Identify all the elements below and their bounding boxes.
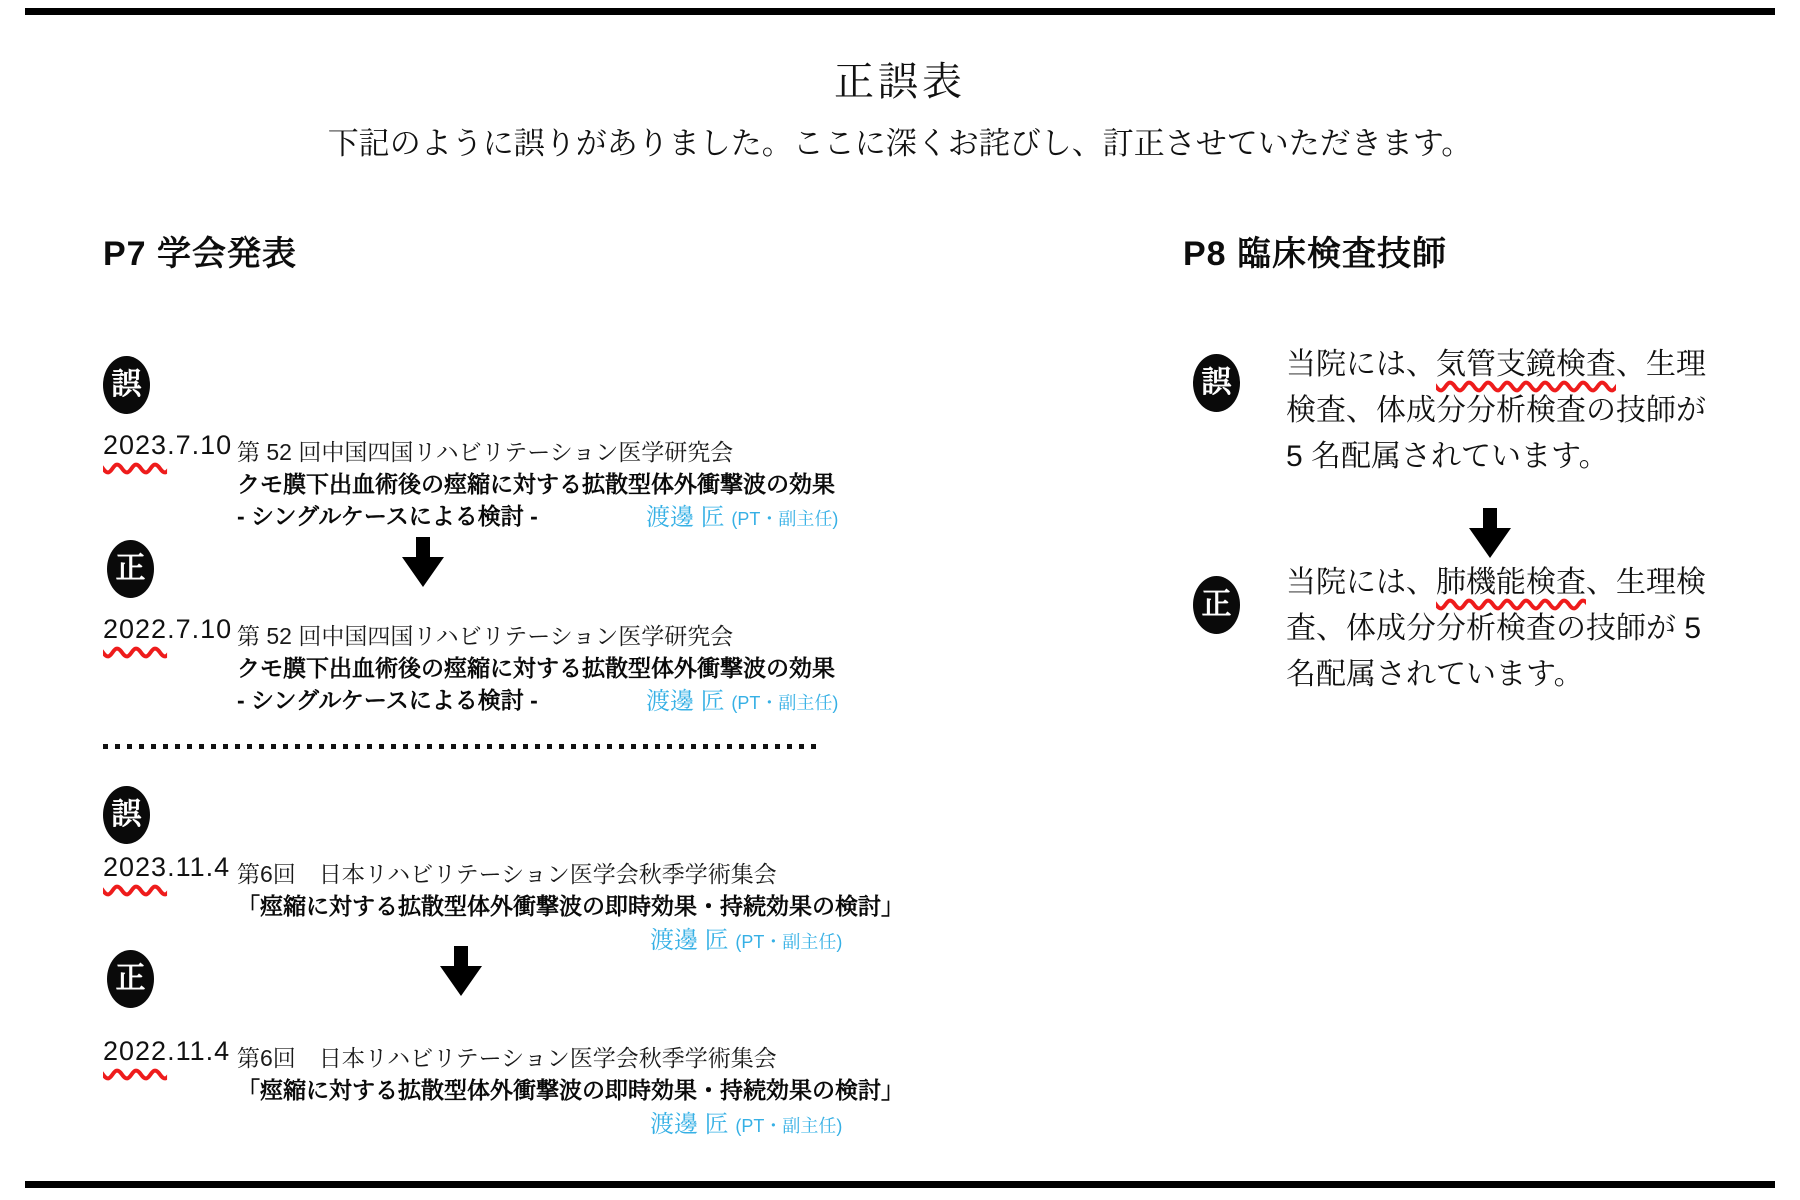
entry-date xyxy=(103,852,230,883)
corrected-term: 気管支鏡検査 xyxy=(1436,348,1616,381)
event-name: 第 52 回中国四国リハビリテーション医学研究会 xyxy=(237,439,734,465)
entry-date xyxy=(103,1036,230,1067)
corrected-term: 肺機能検査 xyxy=(1436,566,1586,599)
corrected-year: 2023 xyxy=(103,852,168,882)
down-arrow-icon xyxy=(402,537,444,587)
author-line xyxy=(650,920,842,955)
error-badge xyxy=(103,356,150,414)
entry-date xyxy=(103,614,232,645)
author-line xyxy=(646,497,838,532)
page-title: 正誤表 xyxy=(834,60,966,104)
event-name: 第 52 回中国四国リハビリテーション医学研究会 xyxy=(237,623,734,649)
event-name: 第6回 日本リハビリテーション医学会秋季学術集会 xyxy=(237,861,777,887)
paper-title: 「痙縮に対する拡散型体外衝撃波の即時効果・持続効果の検討」 xyxy=(237,893,904,919)
date-rest: .7.10 xyxy=(167,430,233,460)
correct-badge-label: 正 xyxy=(115,552,146,585)
error-badge-label: 誤 xyxy=(111,368,142,401)
paper-subtitle: - シングルケースによる検討 - xyxy=(237,503,538,529)
corrected-year: 2022 xyxy=(103,614,168,644)
section-heading-p8: P8 臨床検査技師 xyxy=(1183,235,1448,273)
error-badge xyxy=(1193,354,1240,412)
author-role: (PT・副主任) xyxy=(735,1116,843,1136)
correct-badge xyxy=(107,950,154,1008)
author-name: 渡邊 匠 xyxy=(646,688,725,715)
author-role: (PT・副主任) xyxy=(735,932,843,952)
correct-badge-label: 正 xyxy=(1201,588,1232,621)
error-badge xyxy=(103,786,150,844)
correct-badge xyxy=(1193,576,1240,634)
entry-date xyxy=(103,430,232,461)
date-rest: .11.4 xyxy=(167,1036,231,1066)
page-subtitle: 下記のように誤りがありました。ここに深くお詫びし、訂正させていただきます。 xyxy=(327,126,1473,161)
paper-subtitle: - シングルケースによる検討 - xyxy=(237,687,538,713)
paper-title: 「痙縮に対する拡散型体外衝撃波の即時効果・持続効果の検討」 xyxy=(237,1077,904,1103)
correct-badge-label: 正 xyxy=(115,962,146,995)
error-badge-label: 誤 xyxy=(111,798,142,831)
author-name: 渡邊 匠 xyxy=(650,1111,729,1138)
correct-text xyxy=(1286,560,1710,698)
author-line xyxy=(650,1104,842,1139)
author-line xyxy=(646,681,838,716)
author-name: 渡邊 匠 xyxy=(650,927,729,954)
corrected-year: 2023 xyxy=(103,430,168,460)
top-rule-divider xyxy=(25,8,1775,15)
correct-badge xyxy=(107,540,154,598)
text-post: 、生理検査、体成分分析検査の技師が 5 名配属されています。 xyxy=(1286,566,1706,691)
section-heading-p7: P7 学会発表 xyxy=(103,235,298,273)
author-name: 渡邊 匠 xyxy=(646,504,725,531)
paper-title: クモ膜下出血術後の痙縮に対する拡散型体外衝撃波の効果 xyxy=(237,655,835,681)
date-rest: .7.10 xyxy=(167,614,233,644)
bottom-rule-divider xyxy=(25,1181,1775,1188)
event-name: 第6回 日本リハビリテーション医学会秋季学術集会 xyxy=(237,1045,777,1071)
date-rest: .11.4 xyxy=(167,852,231,882)
text-post: 、生理検査、体成分分析検査の技師が 5 名配属されています。 xyxy=(1286,348,1706,473)
paper-title: クモ膜下出血術後の痙縮に対する拡散型体外衝撃波の効果 xyxy=(237,471,835,497)
dotted-divider xyxy=(103,744,818,749)
corrected-year: 2022 xyxy=(103,1036,168,1066)
down-arrow-icon xyxy=(440,946,482,996)
author-role: (PT・副主任) xyxy=(731,693,839,713)
error-badge-label: 誤 xyxy=(1201,366,1232,399)
text-pre: 当院には、 xyxy=(1286,348,1436,381)
error-text xyxy=(1286,342,1710,480)
author-role: (PT・副主任) xyxy=(731,509,839,529)
down-arrow-icon xyxy=(1469,508,1511,558)
text-pre: 当院には、 xyxy=(1286,566,1436,599)
